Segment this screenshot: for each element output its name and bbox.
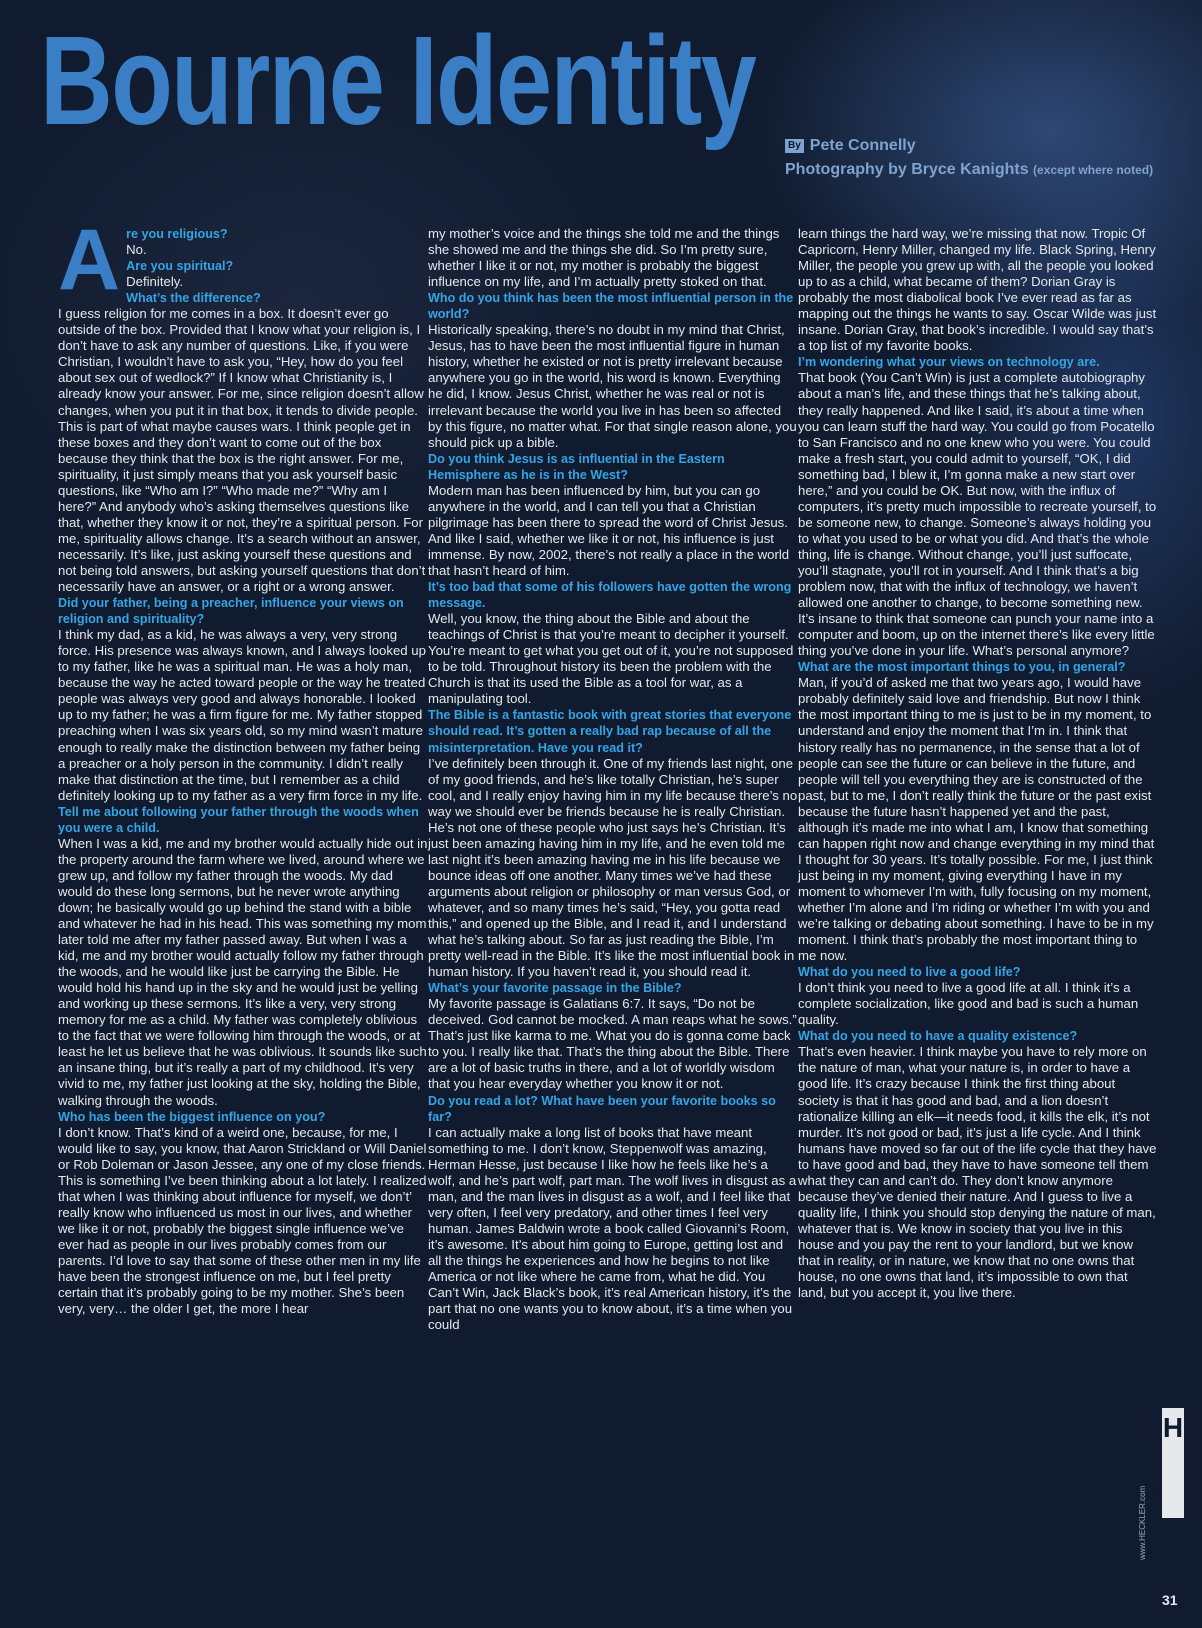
article-column-3	[798, 226, 1158, 1301]
side-url: www.HECKLER.com	[1138, 1485, 1147, 1560]
interview-question: I’m wondering what your views on technology are.	[798, 355, 1100, 370]
page-number: 31	[1162, 1592, 1178, 1608]
side-brand-name: HECKLER	[1152, 1455, 1162, 1494]
interview-answer: Definitely.	[126, 274, 184, 290]
interview-question: What’s the difference?	[126, 291, 261, 306]
interview-answer: That book (You Can’t Win) is just a complete autobiography about a man’s life, and these things that he’s talking about, they really happened. And like I said, it’s about a time when you can learn stuff the hard way. You could go from Pocatello to San Francisco and no one knew who you were. You could make a fresh start, you could admit to yourself, “OK, I did something bad, I blew it, I’m gonna make a new start over here,” and you could be OK. But now, with the influx of computers, it’s pretty much impossible to recreate yourself, to be someone new, to change. Someone’s always holding you to what you used to be or what you did. And that’s the whole thing, life is change. Without change, you’ll just suffocate, you’ll stagnate, you’ll rot in yourself. And I think that’s a big problem now, that with the influx of technology, we haven’t allowed one another to change, to become something new. It’s insane to think that someone can punch your name into a computer and boom, up on the internet there’s like every little thing you’ve done in your life. What’s personal anymore?	[798, 370, 1157, 659]
interview-question: re you religious?	[126, 227, 228, 241]
author-line	[785, 134, 1153, 158]
byline	[785, 134, 1153, 182]
interview-question: What’s your favorite passage in the Bible?	[428, 981, 682, 996]
heckler-logo-icon: H	[1162, 1408, 1184, 1448]
article-column-2	[428, 226, 798, 1333]
interview-question: Who has been the biggest influence on you?	[58, 1109, 326, 1124]
interview-answer: my mother’s voice and the things she told me and the things she showed me and the things she did. So I’m pretty sure, whether I like it or not, my mother is probably the biggest influence on my life, and I’m actually pretty stoked on that.	[428, 226, 780, 290]
interview-answer: I guess religion for me comes in a box. It doesn’t ever go outside of the box. Provided that I know what your religion is, I don’t have to ask any number of questions. Like, if you were Christian, I wouldn’t have to ask you, “Hey, how do you feel about sex out of wedlock?” If I know what Christianity is, I already know your answer. For me, since religion doesn’t allow changes, when you put it in that box, it tends to divide people. This is part of what maybe causes wars. I think people get in these boxes and they don’t want to come out of the box because they think that the box is the right answer. For me, spirituality, it just simply means that you ask yourself basic questions, like “Who am I?” “Who made me?” “Why am I here?” And anybody who’s asking themselves questions like that, whether they know it or not, they’re a spiritual person. For me, spirituality allows change. It’s a search without an answer, necessarily. It’s like, just asking yourself these questions and not being told answers, but asking yourself questions that don’t necessarily have an answer, or a right or a wrong answer.	[58, 306, 426, 595]
interview-question: Are you spiritual?	[126, 259, 234, 274]
interview-answer: My favorite passage is Galatians 6:7. It says, “Do not be deceived. God cannot be mocked. A man reaps what he sows.” That’s just like karma to me. What you do is gonna come back to you. I really like that. That’s the thing about the Bible. There are a lot of basic truths in there, and a lot of worldly wisdom that you hear everyday whether you know it or not.	[428, 996, 797, 1092]
by-tag: By	[785, 139, 804, 153]
interview-question: What do you need to have a quality existence?	[798, 1029, 1078, 1044]
interview-answer: When I was a kid, me and my brother would actually hide out in the property around the farm where we lived, around where we grew up, and follow my father through the woods. My dad would do these long sermons, but he never wrote anything down; he basically would go up behind the stand with a bible and whatever he had in his head. This was something my mom later told me after my father passed away. But when I was a kid, me and my brother would actually follow my father through the woods, and he would like just be carrying the Bible. He would hold his hand up in the sky and he would just be yelling and working up these sermons. It’s like a very, very strong memory for me as a child. My father was completely oblivious to the fact that we were following him through the woods, or at least he let us believe that he was oblivious. It sounds like such an insane thing, but it’s really a part of my childhood. It’s very vivid to me, my father just looking at the sky, holding the Bible, walking through the woods.	[58, 835, 428, 1108]
interview-answer: That’s even heavier. I think maybe you have to rely more on the nature of man, what your nature is, in order to have a good life. It’s crazy because I think the first thing about society is that it has good and bad, and a lion doesn’t rationalize killing an elk—it needs food, it kills the elk, it’s not murder. It’s not good or bad, it’s just a life cycle. And I think humans have moved so far out of the life cycle that they have to have good and bad, they have to have someone tell them what they can and can’t do. They don’t know anymore because they’ve denied their nature. And I guess to live a quality life, I think you should stop denying the nature of man, whatever that is. We know in society that you live in this house and you pay the rent to your landlord, but we know that in reality, or in nature, we know that no one owns that house, no one owns that land, it’s impossible to own that land, but you accept it, you live there.	[798, 1044, 1157, 1301]
article-column-1	[58, 212, 428, 1317]
interview-question: Tell me about following your father through the woods when you were a child.	[58, 804, 419, 835]
drop-cap: A	[58, 212, 121, 308]
interview-answer: learn things the hard way, we’re missing that now. Tropic Of Capricorn, Henry Miller, changed my life. Black Spring, Henry Miller, the people you grew up with, all the people you looked up to as a child, what became of them? Dorian Gray is probably the most diabolical book I’ve ever read as far as mapping out the things he wants to say. Oscar Wilde was just insane. Dorian Gray, that book’s incredible. I would say that’s a top list of my favorite books.	[798, 226, 1157, 354]
interview-question: It’s too bad that some of his followers have gotten the wrong message.	[428, 580, 792, 611]
interview-question: What are the most important things to you, in general?	[798, 660, 1126, 675]
interview-answer: Historically speaking, there’s no doubt in my mind that Christ, Jesus, has to have been the most influential figure in human history, whether he existed or not is pretty irrelevant because anywhere you go in the world, his word is known. Everything he did, I know. Jesus Christ, whether he was real or not is irrelevant because the world you live in has been so affected by this figure, no matter what. For that single reason alone, you should pick up a bible.	[428, 322, 797, 450]
interview-answer: Modern man has been influenced by him, but you can go anywhere in the world, and I can tell you that a Christian pilgrimage has been there to spread the word of Christ Jesus. And like I said, whether we like it or not, his influence is just immense. By now, 2002, there’s not really a place in the world that hasn’t heard of him.	[428, 482, 790, 578]
interview-question: Who do you think has been the most influential person in the world?	[428, 291, 794, 322]
interview-answer: Well, you know, the thing about the Bible and about the teachings of Christ is that you’re meant to decipher it yourself. You’re meant to get what you get out of it, you’re not supposed to be told. Throughout history its been the problem with the Church is that its used the Bible as a tool for war, as a manipulating tool.	[428, 611, 794, 707]
interview-answer: I don’t know. That’s kind of a weird one, because, for me, I would like to say, you know, that Aaron Strickland or Will Daniel or Rob Doleman or Jason Jessee, any one of my close friends. This is something I’ve been thinking about a lot lately. I realized that when I was thinking about influence for myself, we don’t’ really know who influenced us most in our lives, and whether we like it or not, probably the biggest single influence we’ve ever had as people in our lives probably comes from our parents. I’d love to say that some of these other men in my life have been the strongest influence on me, but I feel pretty certain that it’s probably going to be my mother. She’s been very, very… the older I get, the more I hear	[58, 1124, 427, 1317]
interview-answer: I think my dad, as a kid, he was always a very, very strong force. His presence was always known, and I always looked up to my father, like he was a spiritual man. He was a holy man, because the way he acted toward people or the way he treated people was always very good and always honorable. I looked up to my father; he was a firm figure for me. My father stopped preaching when I was six years old, so my mind wasn’t mature enough to really make the distinction between my father being a preacher or a holy person in the community. I didn’t really make that distinction at the time, but I remember as a child definitely looking up to my father as a very firm force in my life.	[58, 627, 426, 803]
article-title: Bourne Identity	[40, 10, 756, 151]
interview-question: The Bible is a fantastic book with great stories that everyone should read. It’s gotten a really bad rap because of all the misinterpretation. Have you read it?	[428, 708, 792, 755]
interview-answer: No.	[126, 242, 147, 258]
interview-answer: I don’t think you need to live a good life at all. I think it’s a complete socialization, like good and bad is such a human quality.	[798, 980, 1139, 1028]
interview-question: Do you think Jesus is as influential in the Eastern Hemisphere as he is in the West?	[428, 451, 725, 482]
side-brand-tab	[1152, 1408, 1184, 1518]
interview-answer: I can actually make a long list of books that have meant something to me. I don’t know, Steppenwolf was amazing, Herman Hesse, just because I like how he feels like he’s a wolf, and he’s part wolf, part man. The wolf lives in disgust as a man, and the man lives in disgust as a wolf, and I feel like that very often, I feel very predatory, and other times I feel very human. James Baldwin wrote a book called Giovanni’s Room, it’s awesome. It’s about him going to Europe, getting lost and all the things he experiences and how he begins to not like America or not like where he came from, what he did. You Can’t Win, Jack Black’s book, it’s real American history, it’s the part that no one wants you to know about, it’s a time when you could	[428, 1124, 797, 1333]
interview-question: What do you need to live a good life?	[798, 965, 1021, 980]
interview-question: Do you read a lot? What have been your favorite books so far?	[428, 1093, 776, 1124]
author-name: Pete Connelly	[809, 137, 916, 154]
photo-credit: Photography by Bryce Kanights	[785, 161, 1029, 178]
interview-answer: I’ve definitely been through it. One of my friends last night, one of my good friends, and he’s like totally Christian, he’s super cool, and I really enjoy having him in my life because there’s no way we should ever be friends because he is really Christian. He’s not one of these people who just says he’s Christian. It’s just been amazing having him in my life, and he even told me last night it’s been amazing having me in his life because we bounce ideas off one another. Many times we’ve had these arguments about religion or philosophy or man versus God, or whatever, and so many times he’s said, “Hey, you gotta read this,” and opened up the Bible, and I read it, and I understand what he’s talking about. So far as just reading the Bible, I’m pretty well-read in the Bible. It’s like the most influential book in human history. If you haven’t read it, you should read it.	[428, 755, 798, 980]
interview-answer: Man, if you’d of asked me that two years ago, I would have probably definitely said love and friendship. But now I think the most important thing to me is just to be in my moment, to understand and enjoy the moment that I’m in. I think that history really has no permanence, in the sense that a lot of people can see the future or can believe in the future, and people will tell you everything they are is constructed of the past, but to me, I don’t really think the future or the past exist because the future hasn’t happened yet and the past, although it’s made me into what I am, I know that something can happen right now and change everything in my mind that I thought for 30 years. It’s totally possible. For me, I just think just being in my moment, giving everything I have in my moment to whomever I’m with, fully focusing on my moment, whether I’m alone and I’m riding or whether I’m with you and we’re talking or debating about something. I have to be in my moment. I think that’s probably the most important thing to me now.	[798, 675, 1155, 964]
photo-credit-line	[785, 158, 1153, 182]
interview-question: Did your father, being a preacher, influence your views on religion and spirituality?	[58, 596, 404, 627]
photo-credit-note: (except where noted)	[1033, 163, 1154, 177]
